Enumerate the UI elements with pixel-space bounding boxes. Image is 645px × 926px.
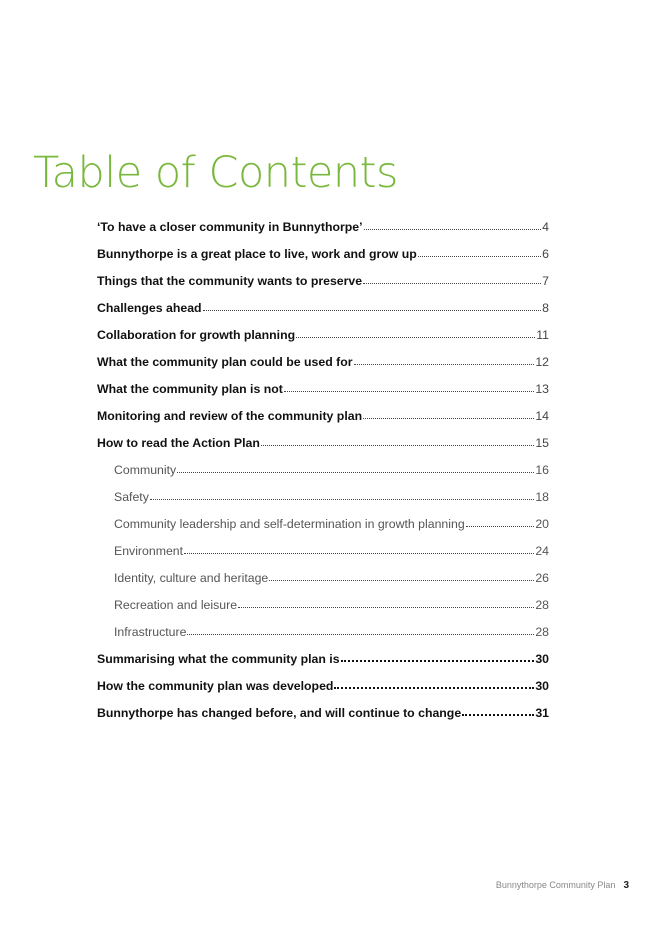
toc-entry-page: 26 bbox=[535, 571, 549, 585]
dot-leader bbox=[184, 552, 534, 554]
dot-leader bbox=[269, 579, 534, 581]
toc-entry[interactable] bbox=[97, 706, 549, 733]
toc-entry[interactable] bbox=[97, 652, 549, 679]
dot-leader bbox=[187, 633, 534, 635]
toc-subentry[interactable] bbox=[97, 517, 549, 544]
dot-leader bbox=[354, 363, 535, 365]
toc-entry-label: Identity, culture and heritage bbox=[114, 571, 269, 585]
toc-entry-label: Monitoring and review of the community plan bbox=[97, 409, 363, 423]
toc-entry[interactable] bbox=[97, 220, 549, 247]
toc-entry-page: 14 bbox=[535, 409, 549, 423]
toc-entry-page: 31 bbox=[535, 706, 549, 720]
toc-entry-page: 30 bbox=[535, 652, 549, 666]
toc-subentry[interactable] bbox=[97, 490, 549, 517]
toc-entry-label: Community leadership and self-determination in growth planning bbox=[114, 517, 465, 531]
toc-entry-label: Environment bbox=[114, 544, 184, 558]
page-title: Table of Contents bbox=[33, 148, 398, 198]
dot-leader bbox=[296, 336, 535, 338]
toc-entry[interactable] bbox=[97, 355, 549, 382]
toc-entry-page: 16 bbox=[535, 463, 549, 477]
toc-entry-page: 20 bbox=[535, 517, 549, 531]
footer-document-name: Bunnythorpe Community Plan bbox=[495, 880, 616, 890]
toc-entry-label: Collaboration for growth planning bbox=[97, 328, 296, 342]
dot-leader bbox=[363, 417, 534, 419]
toc-entry-page: 12 bbox=[535, 355, 549, 369]
table-of-contents bbox=[97, 220, 549, 733]
toc-entry-page: 4 bbox=[542, 220, 549, 234]
dot-leader bbox=[261, 444, 534, 446]
toc-entry[interactable] bbox=[97, 328, 549, 355]
toc-entry-label: Community bbox=[114, 463, 177, 477]
toc-entry-label: Bunnythorpe has changed before, and will continue to change bbox=[97, 706, 462, 720]
page-footer bbox=[496, 880, 629, 891]
toc-subentry[interactable] bbox=[97, 463, 549, 490]
toc-subentry[interactable] bbox=[97, 625, 549, 652]
toc-entry-page: 24 bbox=[535, 544, 549, 558]
toc-entry-label: Bunnythorpe is a great place to live, work and grow up bbox=[97, 247, 417, 261]
toc-entry-label: Summarising what the community plan is bbox=[97, 652, 340, 666]
toc-entry-page: 13 bbox=[535, 382, 549, 396]
dot-leader bbox=[418, 255, 541, 257]
toc-subentry[interactable] bbox=[97, 598, 549, 625]
toc-entry-label: Things that the community wants to preserve bbox=[97, 274, 363, 288]
toc-entry-label: Challenges ahead bbox=[97, 301, 202, 315]
dot-leader bbox=[177, 471, 534, 473]
dot-leader bbox=[466, 525, 535, 527]
toc-entry-page: 30 bbox=[535, 679, 549, 693]
footer-page-number: 3 bbox=[623, 880, 629, 891]
dot-leader bbox=[364, 228, 542, 230]
dot-leader bbox=[150, 498, 534, 500]
toc-entry-page: 18 bbox=[535, 490, 549, 504]
toc-entry[interactable] bbox=[97, 679, 549, 706]
dot-leader bbox=[284, 390, 534, 392]
toc-entry-label: What the community plan is not bbox=[97, 382, 283, 396]
dot-leader bbox=[238, 606, 534, 608]
toc-entry[interactable] bbox=[97, 409, 549, 436]
toc-entry-page: 6 bbox=[542, 247, 549, 261]
toc-entry-page: 28 bbox=[535, 625, 549, 639]
toc-entry[interactable] bbox=[97, 274, 549, 301]
toc-entry[interactable] bbox=[97, 436, 549, 463]
toc-entry-label: How to read the Action Plan bbox=[97, 436, 260, 450]
toc-entry-label: ‘To have a closer community in Bunnythorpe’ bbox=[97, 220, 363, 234]
toc-entry-page: 7 bbox=[542, 274, 549, 288]
toc-entry-label: Recreation and leisure bbox=[114, 598, 238, 612]
toc-entry[interactable] bbox=[97, 247, 549, 274]
toc-subentry[interactable] bbox=[97, 544, 549, 571]
dot-leader bbox=[363, 282, 541, 284]
toc-entry-page: 11 bbox=[536, 328, 549, 342]
dot-leader bbox=[341, 659, 535, 662]
toc-entry-page: 15 bbox=[535, 436, 549, 450]
dot-leader bbox=[334, 686, 534, 689]
toc-entry-label: Infrastructure bbox=[114, 625, 187, 639]
toc-entry[interactable] bbox=[97, 382, 549, 409]
toc-subentry[interactable] bbox=[97, 571, 549, 598]
toc-entry-page: 28 bbox=[535, 598, 549, 612]
toc-entry-page: 8 bbox=[542, 301, 549, 315]
dot-leader bbox=[203, 309, 542, 311]
dot-leader bbox=[462, 713, 534, 716]
toc-entry-label: How the community plan was developed bbox=[97, 679, 334, 693]
toc-entry-label: Safety bbox=[114, 490, 149, 504]
toc-entry[interactable] bbox=[97, 301, 549, 328]
toc-entry-label: What the community plan could be used for bbox=[97, 355, 353, 369]
